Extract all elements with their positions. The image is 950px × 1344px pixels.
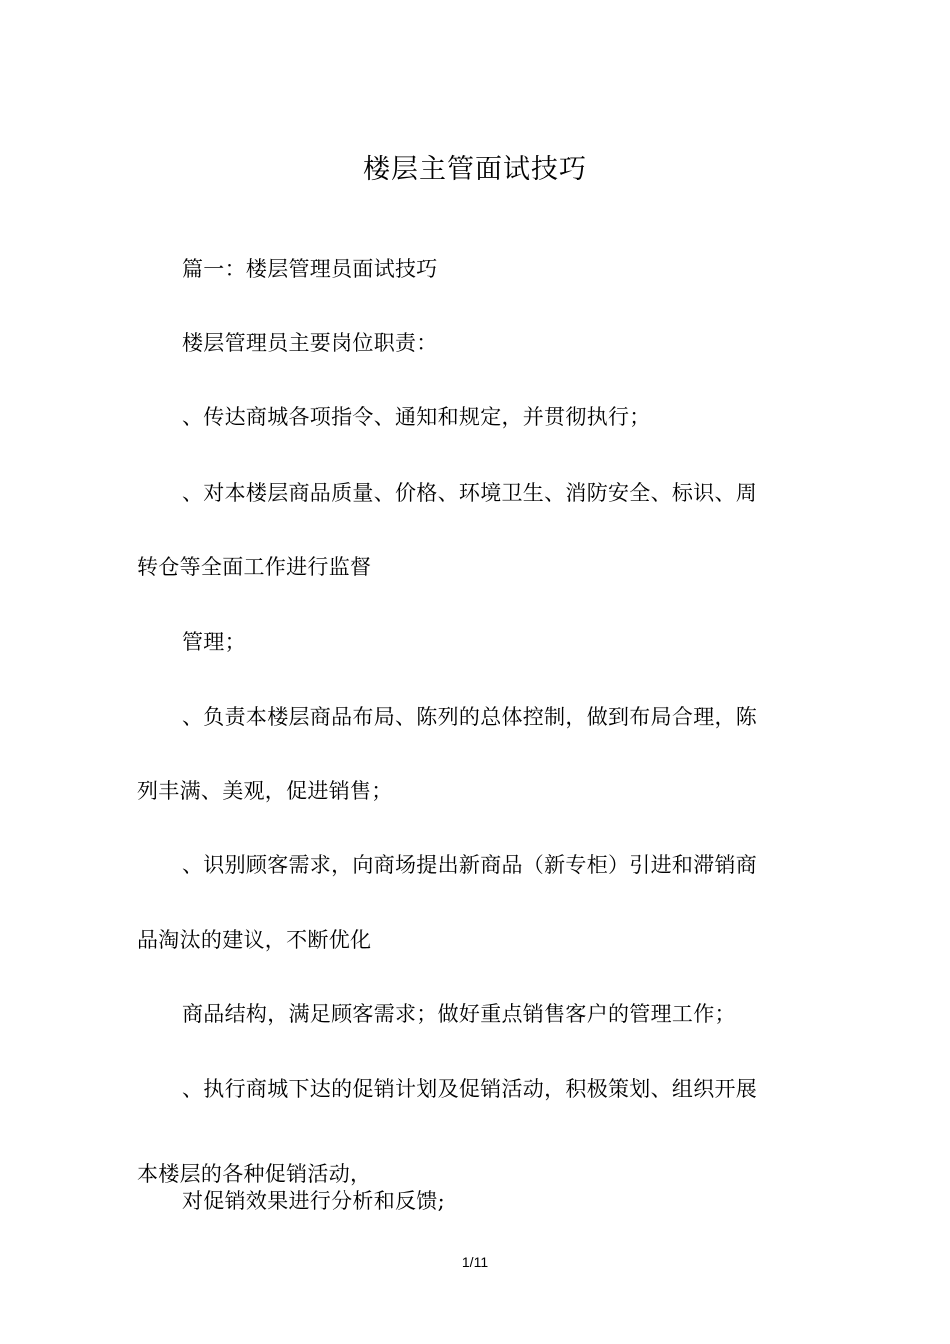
paragraph-line: 转仓等全面工作进行监督 xyxy=(137,555,372,579)
document-title: 楼层主管面试技巧 xyxy=(363,154,587,185)
paragraph-line: 本楼层的各种促销活动， xyxy=(137,1162,372,1186)
paragraph-line: 楼层管理员主要岗位职责： xyxy=(182,331,438,355)
paragraph-line: 、传达商城各项指令、通知和规定，并贯彻执行； xyxy=(182,405,651,429)
page-number: 1/11 xyxy=(461,1254,489,1270)
paragraph-line: 、执行商城下达的促销计划及促销活动，积极策划、组织开展 xyxy=(182,1077,758,1101)
paragraph-line: 、识别顾客需求，向商场提出新商品（新专柜）引进和滞销商 xyxy=(182,853,758,877)
paragraph-line: 、对本楼层商品质量、价格、环境卫生、消防安全、标识、周 xyxy=(182,481,758,505)
paragraph-line: 列丰满、美观，促进销售； xyxy=(137,779,393,803)
paragraph-line: 管理； xyxy=(182,630,246,654)
paragraph-line: 对促销效果进行分析和反馈; xyxy=(182,1189,445,1213)
paragraph-line: 、负责本楼层商品布局、陈列的总体控制，做到布局合理，陈 xyxy=(182,705,758,729)
paragraph-line: 品淘汰的建议，不断优化 xyxy=(137,928,372,952)
paragraph-line: 商品结构，满足顾客需求；做好重点销售客户的管理工作； xyxy=(182,1002,736,1026)
section-heading: 篇一：楼层管理员面试技巧 xyxy=(182,257,438,281)
